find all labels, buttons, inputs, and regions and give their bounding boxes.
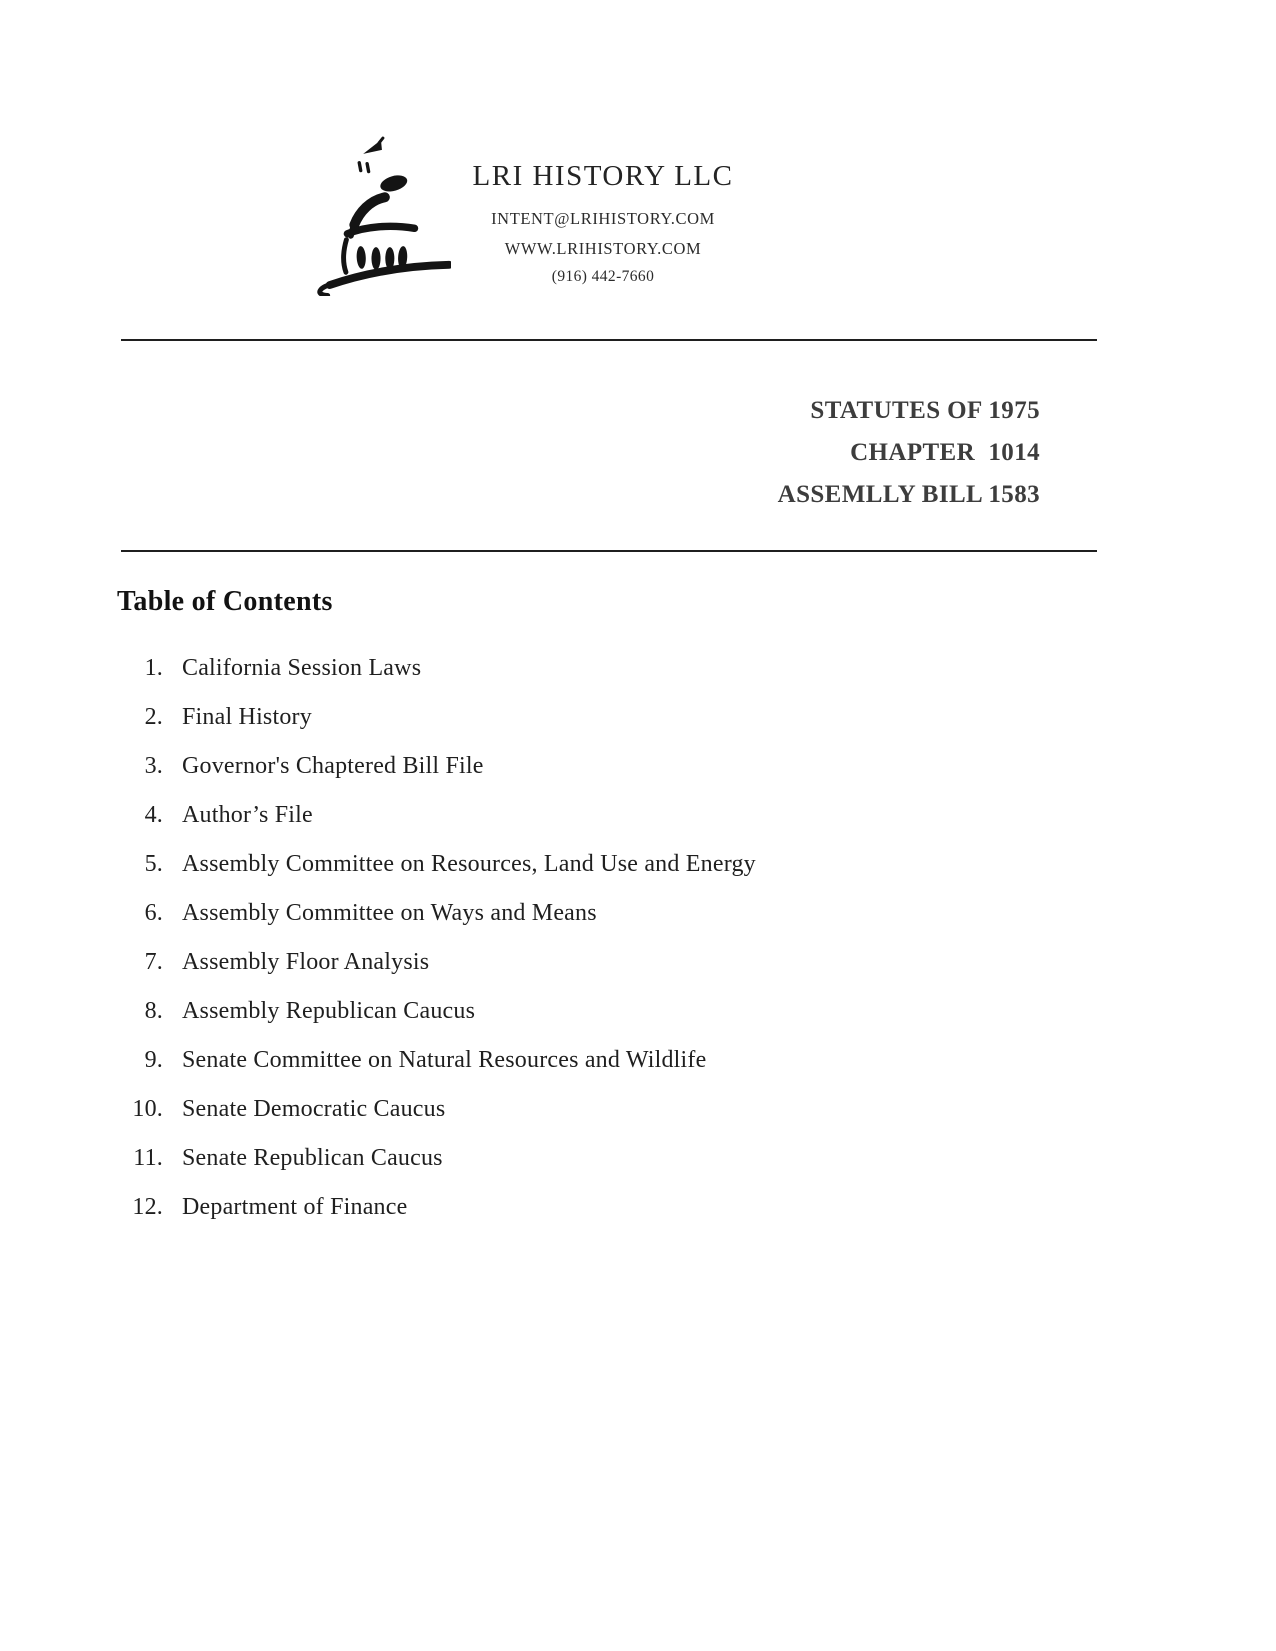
toc-item xyxy=(117,704,1077,730)
toc-item-label: California Session Laws xyxy=(182,655,422,681)
toc-item-number: 7. xyxy=(144,949,163,975)
toc-item-number: 11. xyxy=(133,1145,163,1171)
toc-item-number: 1. xyxy=(144,655,163,681)
toc-item xyxy=(117,753,1077,779)
toc-item-number: 10. xyxy=(132,1096,163,1122)
toc-item-label: Senate Republican Caucus xyxy=(182,1145,443,1171)
toc-item-number: 3. xyxy=(144,753,163,779)
toc-heading: Table of Contents xyxy=(117,586,333,617)
case-header xyxy=(778,390,1040,516)
divider-bottom xyxy=(121,550,1097,552)
toc-item xyxy=(117,851,1077,877)
company-name: LRI HISTORY LLC xyxy=(472,160,734,192)
assembly-bill-line: ASSEMLLY BILL 1583 xyxy=(777,481,1040,508)
toc-item-number: 5. xyxy=(144,851,163,877)
chapter-line: CHAPTER 1014 xyxy=(850,439,1040,466)
toc-item xyxy=(117,1096,1077,1122)
toc-item xyxy=(117,900,1077,926)
toc-item-number: 12. xyxy=(132,1194,163,1220)
toc-item xyxy=(117,949,1077,975)
toc-item xyxy=(117,802,1077,828)
toc-item xyxy=(117,1194,1077,1220)
toc-item-number: 8. xyxy=(144,998,163,1024)
divider-top xyxy=(121,339,1097,341)
toc-item-label: Department of Finance xyxy=(182,1194,408,1220)
toc-item-label: Assembly Floor Analysis xyxy=(182,949,430,975)
toc-item-label: Governor's Chaptered Bill File xyxy=(182,753,484,779)
toc-item-label: Assembly Committee on Ways and Means xyxy=(182,900,597,926)
toc-item-label: Final History xyxy=(182,704,312,730)
toc-item-label: Senate Democratic Caucus xyxy=(182,1096,446,1122)
toc-item-label: Senate Committee on Natural Resources and Wildlife xyxy=(182,1047,707,1073)
contact-website: WWW.LRIHISTORY.COM xyxy=(504,239,702,258)
toc-item xyxy=(117,655,1077,681)
toc-item-number: 6. xyxy=(144,900,163,926)
toc-item-label: Assembly Republican Caucus xyxy=(182,998,476,1024)
toc-item-number: 9. xyxy=(144,1047,163,1073)
statutes-line: STATUTES OF 1975 xyxy=(810,397,1040,424)
toc-item-label: Author’s File xyxy=(182,802,313,828)
toc-item-label: Assembly Committee on Resources, Land Use and Energy xyxy=(182,851,756,877)
contact-phone: (916) 442-7660 xyxy=(551,268,655,285)
toc-item-number: 2. xyxy=(144,704,163,730)
toc-item xyxy=(117,998,1077,1024)
toc-item-number: 4. xyxy=(144,802,163,828)
toc-item xyxy=(117,1145,1077,1171)
toc-item xyxy=(117,1047,1077,1073)
contact-email: INTENT@LRIHISTORY.COM xyxy=(491,209,715,228)
toc-list xyxy=(117,655,1077,1243)
